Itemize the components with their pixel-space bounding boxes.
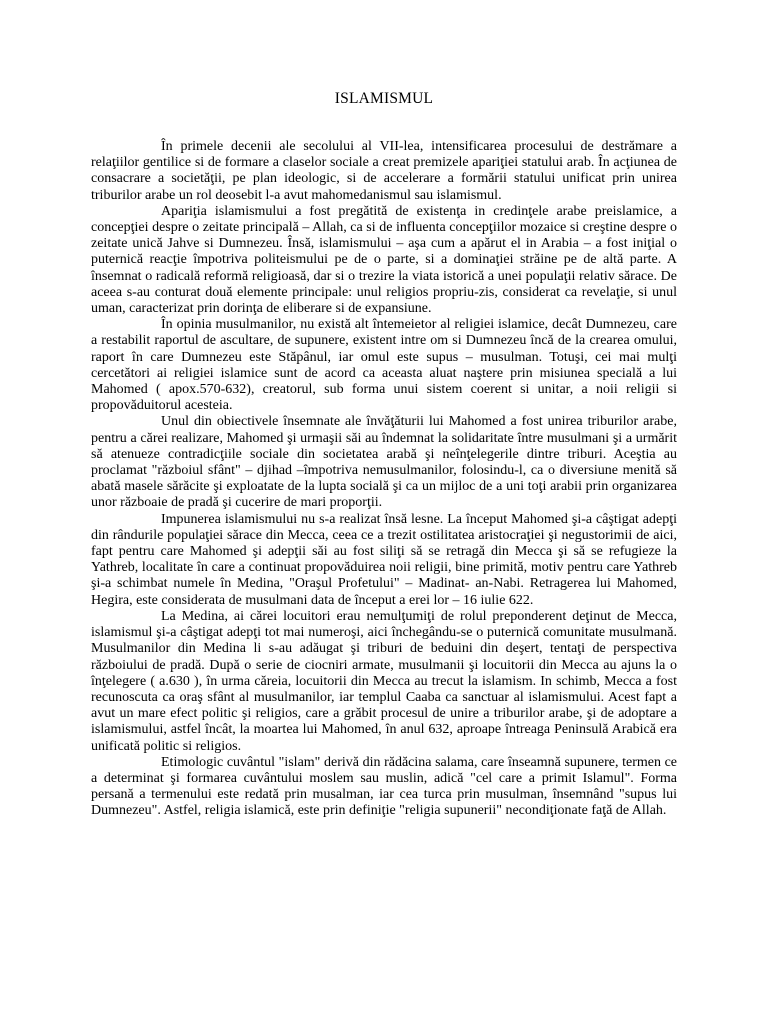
document-title: ISLAMISMUL: [334, 90, 434, 107]
paragraph: Unul din obiectivele însemnate ale învăţăturii lui Mahomed a fost unirea triburilor arabe, pentru a cărei realizare, Mahomed şi urmaşii săi au îndemnat la solidaritate între musulmani şi a urmărit să atenueze contradicţiile sociale din societatea arabă şi neînţelegerile dintre triburi. Aceştia au proclamat "războiul sfânt" – djihad –împotriva nemusulmanilor, folosindu-l, ca o diversiune menită să abată masele sărăcite şi exploatate de la lupta socială şi ca un mijloc de a uni toţi arabii prin organizarea unor războaie de pradă şi cucerire de mari proporţii.: [91, 414, 677, 511]
paragraph: Etimologic cuvântul "islam" derivă din rădăcina salama, care înseamnă supunere, termen ce a determinat şi formarea cuvântului moslem sau muslin, adică "cel care a primit Islamul". Forma persană a termenului este redată prin musalman, iar cea turca prin musulman, însemnând "supus lui Dumnezeu". Astfel, religia islamică, este prin definiţie "religia supunerii" necondiţionate faţă de Allah.: [91, 754, 677, 819]
paragraph: Apariţia islamismului a fost pregătită de existenţa in credinţele arabe preislamice, a concepţiei despre o zeitate principală – Allah, ca si de influenta concepţiilor mozaice si creştine despre o zeitate unică Jahve si Dumnezeu. Însă, islamismului – aşa cum a apărut el in Arabia – a fost iniţial o puternică reacţie împotriva politeismului pe de o parte, si a dominaţiei străine pe de altă parte. A însemnat o radicală reformă religioasă, dar si o trezire la viata istorică a unei populaţii relativ sărace. De aceea s-au conturat două elemente principale: unul religios propriu-zis, considerat ca revelaţie, si unul uman, caracterizat prin dorinţa de eliberare si de expansiune.: [91, 203, 677, 317]
paragraph: În primele decenii ale secolului al VII-lea, intensificarea procesului de destrămare a relaţiilor gentilice si de formare a claselor sociale a creat premizele apariţiei statului arab. În acţiunea de consacrare a societăţii, pe plan ideologic, si de accelerare a formării statului unificat prin unirea triburilor arabe un rol deosebit l-a avut mahomedanismul sau islamismul.: [91, 139, 677, 203]
paragraph: La Medina, ai cărei locuitori erau nemulţumiţi de rolul preponderent deţinut de Mecca, islamismul şi-a câştigat adepţi tot mai numeroşi, aici închegându-se o puternică comunitate musulmană. Musulmanilor din Medina li s-au adăugat şi triburi de beduini din deşert, tentaţi de perspectiva războiului de pradă. După o serie de ciocniri armate, musulmanii şi locuitorii din Mecca au ajuns la o înţelegere ( a.630 ), în urma căreia, locuitorii din Mecca au trecut la islamism. In schimb, Mecca a fost recunoscuta ca oraş sfânt al musulmanilor, iar templul Caaba ca sanctuar al islamismului. Acest fapt a avut un mare efect politic şi religios, care a grăbit procesul de unire a triburilor arabe, şi de adoptare a islamismului, astfel încât, la moartea lui Mahomed, în anul 632, aproape întreaga Peninsulă Arabică era unificată politic si religios.: [91, 608, 677, 754]
document-body: [91, 139, 677, 820]
paragraph: Impunerea islamismului nu s-a realizat însă lesne. La început Mahomed şi-a câştigat adepţi din rândurile populaţiei sărace din Mecca, ceea ce a trezit ostilitatea aristocraţiei şi negustorimii de aici, fapt pentru care Mahomed şi adepţii săi au fost siliţi să se retragă din Mecca şi să se refugieze la Yathreb, localitate în care a continuat propovăduirea noii religii, bine primită, motiv pentru care Yathreb şi-a schimbat numele în Medina, "Oraşul Profetului" – Madinat- an-Nabi. Retragerea lui Mahomed, Hegira, este considerata de musulmani data de început a erei lor – 16 iulie 622.: [91, 511, 677, 608]
paragraph: În opinia musulmanilor, nu există alt întemeietor al religiei islamice, decât Dumnezeu, care a restabilit raportul de ascultare, de supunere, existent intre om si Dumnezeu încă de la crearea omului, raport în care Dumnezeu este Stăpânul, iar omul este supus – musulman. Totuşi, cei mai mulţi cercetători ai religiei islamice sunt de acord ca aceasta aluat naştere prin misiunea specială a lui Mahomed ( apox.570-632), creatorul, sub forma unui sistem coerent si unitar, a noii religii si propovăduitorul acesteia.: [91, 317, 677, 414]
